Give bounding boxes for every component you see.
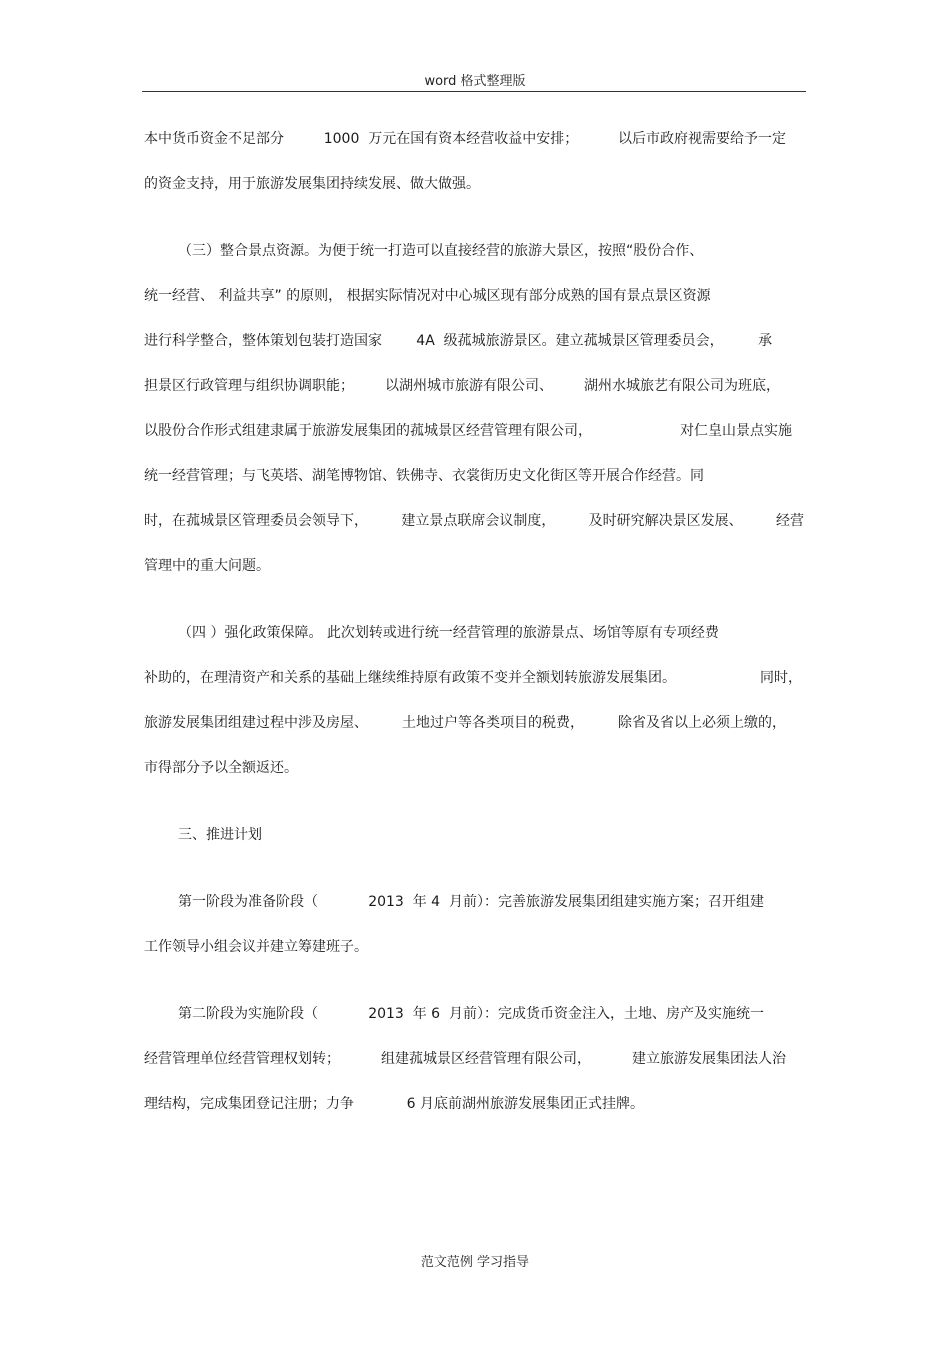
text-segment: 1000 万元在国有资本经营收益中安排； bbox=[323, 131, 579, 147]
text-segment: 以后市政府视需要给予一定 bbox=[618, 131, 786, 147]
page-footer: 范文范例 学习指导 bbox=[420, 1255, 530, 1270]
header-divider bbox=[142, 91, 806, 92]
text-segment: 以湖州城市旅游有限公司、 bbox=[385, 378, 553, 394]
p5-line-1 bbox=[178, 1003, 764, 1025]
p2-line-4 bbox=[144, 375, 780, 397]
text-segment: 第二阶段为实施阶段（ bbox=[178, 1006, 318, 1022]
p3-line-4: 市得部分予以全额返还。 bbox=[144, 760, 298, 776]
text-segment: 进行科学整合，整体策划包装打造国家 bbox=[144, 333, 382, 349]
p1-line-1 bbox=[144, 128, 786, 150]
text-segment: 承 bbox=[757, 333, 772, 349]
text-segment: 经营管理单位经营管理权划转； bbox=[144, 1051, 340, 1067]
p5-line-3 bbox=[144, 1093, 644, 1115]
p5-line-2 bbox=[144, 1048, 786, 1070]
p1-line-2: 的资金支持，用于旅游发展集团持续发展、做大做强。 bbox=[144, 176, 480, 192]
text-segment: 时，在菰城景区管理委员会领导下， bbox=[144, 513, 368, 529]
text-segment: 对仁皇山景点实施 bbox=[680, 423, 792, 439]
p3-line-2 bbox=[144, 667, 802, 689]
text-segment: 及时研究解决景区发展、 bbox=[588, 513, 743, 529]
text-segment: 2013 年 6 月前）：完成货币资金注入，土地、房产及实施统一 bbox=[368, 1006, 764, 1022]
p2-line-7 bbox=[144, 510, 804, 532]
page-header-title: word 格式整理版 bbox=[424, 74, 526, 89]
text-segment: 6 月底前湖州旅游发展集团正式挂牌。 bbox=[406, 1096, 644, 1112]
text-segment: 以股份合作形式组建隶属于旅游发展集团的菰城景区经营管理有限公司， bbox=[144, 423, 592, 439]
text-segment: 旅游发展集团组建过程中涉及房屋、 bbox=[144, 715, 368, 731]
text-segment: 建立旅游发展集团法人治 bbox=[632, 1051, 786, 1067]
p4-line-1 bbox=[178, 891, 764, 913]
p3-line-1: （四 ）强化政策保障。 此次划转或进行统一经营管理的旅游景点、场馆等原有专项经费 bbox=[178, 625, 719, 641]
text-segment: 建立景点联席会议制度， bbox=[401, 513, 556, 529]
p2-line-1: （三）整合景点资源。为便于统一打造可以直接经营的旅游大景区，按照“股份合作、 bbox=[178, 243, 704, 259]
p4-line-2: 工作领导小组会议并建立筹建班子。 bbox=[144, 939, 368, 955]
p2-line-8: 管理中的重大问题。 bbox=[144, 558, 270, 574]
p2-line-6: 统一经营管理；与飞英塔、湖笔博物馆、铁佛寺、衣裳街历史文化街区等开展合作经营。同 bbox=[144, 468, 704, 484]
p3-line-3 bbox=[144, 712, 786, 734]
text-segment: 组建菰城景区经营管理有限公司， bbox=[381, 1051, 591, 1067]
p2-line-5 bbox=[144, 420, 792, 442]
text-segment: 经营 bbox=[775, 513, 804, 529]
p2-line-2: 统一经营、 利益共享” 的原则， 根据实际情况对中心城区现有部分成熟的国有景点景区资源 bbox=[144, 288, 711, 304]
text-segment: 湖州水城旅艺有限公司为班底， bbox=[584, 378, 780, 394]
text-segment: 本中货币资金不足部分 bbox=[144, 131, 284, 147]
text-segment: 除省及省以上必须上缴的， bbox=[618, 715, 786, 731]
p2-line-3 bbox=[144, 330, 772, 352]
text-segment: 4A 级菰城旅游景区。建立菰城景区管理委员会， bbox=[416, 333, 724, 349]
text-segment: 担景区行政管理与组织协调职能； bbox=[144, 378, 354, 394]
text-segment: 补助的，在理清资产和关系的基础上继续维持原有政策不变并全额划转旅游发展集团。 bbox=[144, 670, 676, 686]
text-segment: 理结构，完成集团登记注册；力争 bbox=[144, 1096, 354, 1112]
text-segment: 2013 年 4 月前）：完善旅游发展集团组建实施方案；召开组建 bbox=[368, 894, 764, 910]
text-segment: 同时， bbox=[760, 670, 802, 686]
text-segment: 土地过户等各类项目的税费， bbox=[402, 715, 584, 731]
text-segment: 第一阶段为准备阶段（ bbox=[178, 894, 318, 910]
section-heading: 三、推进计划 bbox=[178, 827, 262, 843]
